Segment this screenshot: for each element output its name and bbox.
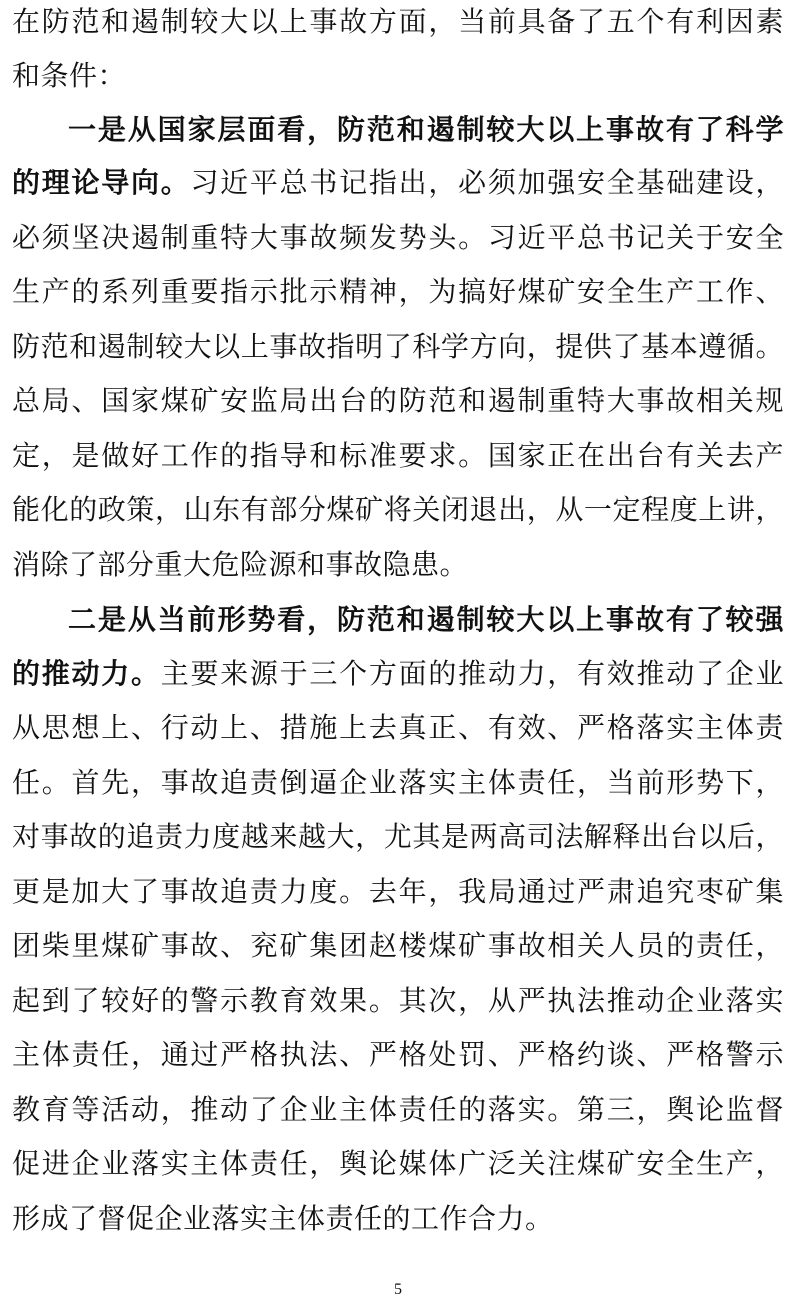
intro-line: 在防范和遏制较大以上事故方面，当前具备了五个有利因素 bbox=[12, 5, 784, 38]
point1-body-line: 能化的政策，山东有部分煤矿将关闭退出，从一定程度上讲， bbox=[12, 493, 784, 526]
point2-body-line: 对事故的追责力度越来越大，尤其是两高司法解释出台以后， bbox=[12, 820, 784, 853]
point2-heading-tail: 的推动力。 bbox=[12, 657, 161, 690]
point2-body-start: 主要来源于三个方面的推动力，有效推动了企业 bbox=[160, 657, 784, 690]
point1-heading-tail: 的理论导向。 bbox=[12, 166, 191, 199]
point2-mixed-line bbox=[12, 654, 784, 694]
point1-body-line: 总局、国家煤矿安监局出台的防范和遏制重特大事故相关规 bbox=[12, 384, 784, 417]
point2-body-line: 从思想上、行动上、措施上去真正、有效、严格落实主体责 bbox=[12, 711, 784, 744]
point1-body-line: 定，是做好工作的指导和标准要求。国家正在出台有关去产 bbox=[12, 439, 784, 472]
point2-body-line: 团柴里煤矿事故、兖矿集团赵楼煤矿事故相关人员的责任， bbox=[12, 929, 784, 962]
point2-body-line: 促进企业落实主体责任，舆论媒体广泛关注煤矿安全生产， bbox=[12, 1147, 784, 1180]
point2-body-line: 形成了督促企业落实主体责任的工作合力。 bbox=[12, 1202, 554, 1235]
point1-heading: 一是从国家层面看，防范和遏制较大以上事故有了科学 bbox=[68, 113, 784, 146]
point2-body-line: 教育等活动，推动了企业主体责任的落实。第三，舆论监督 bbox=[12, 1093, 784, 1126]
point1-body-line: 必须坚决遏制重特大事故频发势头。习近平总书记关于安全 bbox=[12, 221, 784, 254]
point2-body-line: 任。首先，事故追责倒逼企业落实主体责任，当前形势下， bbox=[12, 766, 784, 799]
point2-heading: 二是从当前形势看，防范和遏制较大以上事故有了较强 bbox=[68, 603, 784, 636]
page-number: 5 bbox=[394, 1281, 402, 1298]
point2-body-line: 更是加大了事故追责力度。去年，我局通过严肃追究枣矿集 bbox=[12, 875, 784, 908]
point1-body-line: 防范和遏制较大以上事故指明了科学方向，提供了基本遵循。 bbox=[12, 330, 784, 363]
point1-body-line: 生产的系列重要指示批示精神，为搞好煤矿安全生产工作、 bbox=[12, 275, 784, 308]
intro-line: 和条件： bbox=[12, 59, 127, 92]
point2-body-line: 起到了较好的警示教育效果。其次，从严执法推动企业落实 bbox=[12, 984, 784, 1017]
point2-body-line: 主体责任，通过严格执法、严格处罚、严格约谈、严格警示 bbox=[12, 1038, 784, 1071]
point1-mixed-line bbox=[12, 163, 784, 203]
point1-body-start: 习近平总书记指出，必须加强安全基础建设， bbox=[190, 166, 784, 199]
point1-body-line: 消除了部分重大危险源和事故隐患。 bbox=[12, 548, 469, 581]
